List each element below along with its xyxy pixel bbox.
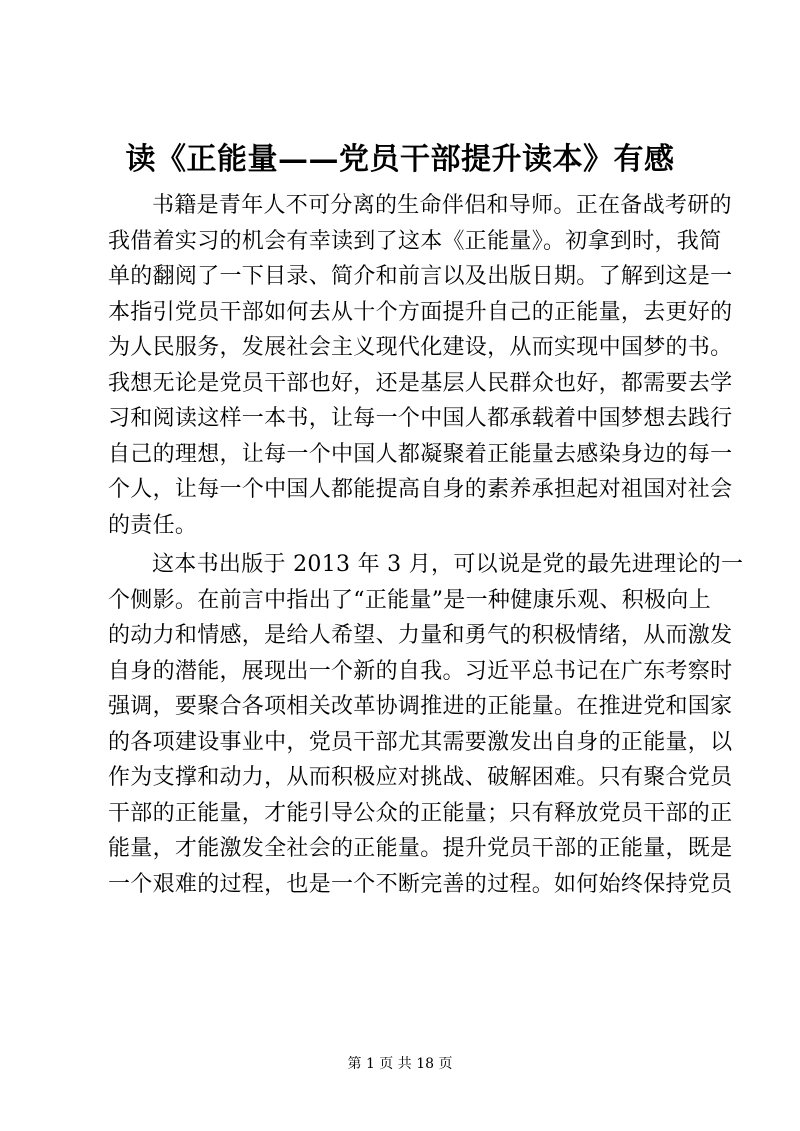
paragraph-line: 习和阅读这样一本书，让每一个中国人都承载着中国梦想去践行 — [108, 406, 733, 431]
paragraph-line: 的各项建设事业中，党员干部尤其需要激发出自身的正能量，以 — [108, 729, 733, 755]
paragraph-2 — [108, 547, 744, 902]
paragraph-line: 个人，让每一个中国人都能提高自身的素养承担起对祖国对社会 — [108, 477, 733, 502]
paragraph-line: 我想无论是党员干部也好，还是基层人民群众也好，都需要去学 — [108, 370, 733, 396]
paragraph-line: 的责任。 — [108, 512, 198, 538]
paragraph-line: 个侧影。在前言中指出了“正能量”是一种健康乐观、积极向上 — [108, 587, 711, 613]
paragraph-line: 强调，要聚合各项相关改革协调推进的正能量。在推进党和国家 — [108, 694, 733, 719]
paragraph-line: 这本书出版于 2013 年 3 月，可以说是党的最先进理论的一 — [152, 552, 744, 577]
paragraph-line: 能量，才能激发全社会的正能量。提升党员干部的正能量，既是 — [108, 836, 733, 861]
paragraph-line: 书籍是青年人不可分离的生命伴侣和导师。正在备战考研的 — [152, 193, 732, 218]
paragraph-line: 我借着实习的机会有幸读到了这本《正能量》。初拿到时，我简 — [108, 228, 722, 254]
page-number: 第 1 页 共 18 页 — [347, 1056, 453, 1072]
document-body — [108, 188, 744, 902]
paragraph-line: 自己的理想，让每一个中国人都凝聚着正能量去感染身边的每一 — [108, 441, 733, 467]
paragraph-line: 的动力和情感，是给人希望、力量和勇气的积极情绪，从而激发 — [108, 623, 733, 648]
paragraph-line: 自身的潜能，展现出一个新的自我。习近平总书记在广东考察时 — [108, 658, 733, 684]
paragraph-1 — [108, 188, 733, 543]
paragraph-line: 本指引党员干部如何去从十个方面提升自己的正能量，去更好的 — [108, 299, 733, 325]
document-title: 读《正能量——党员干部提升读本》有感 — [125, 142, 675, 177]
paragraph-line: 单的翻阅了一下目录、简介和前言以及出版日期。了解到这是一 — [108, 264, 733, 289]
paragraph-line: 干部的正能量，才能引导公众的正能量；只有释放党员干部的正 — [108, 800, 733, 826]
paragraph-line: 作为支撑和动力，从而积极应对挑战、破解困难。只有聚合党员 — [108, 765, 733, 790]
paragraph-line: 为人民服务，发展社会主义现代化建设，从而实现中国梦的书。 — [108, 335, 733, 360]
paragraph-line: 一个艰难的过程，也是一个不断完善的过程。如何始终保持党员 — [108, 871, 733, 897]
